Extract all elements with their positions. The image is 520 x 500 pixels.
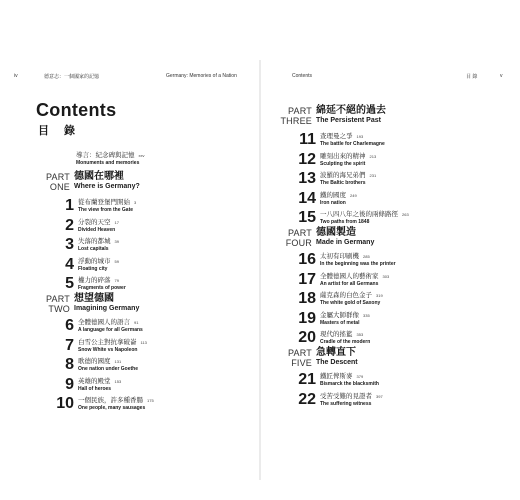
chapter-title-en: One people, many sausages — [78, 405, 146, 411]
chapter-text — [78, 319, 143, 334]
chapter-title-zh-line — [320, 153, 376, 161]
part-label-word: PART — [288, 348, 312, 358]
right-running-head-zh: 目 錄 — [466, 74, 478, 80]
chapter-text — [78, 358, 138, 373]
chapter-title-zh-line — [78, 358, 138, 366]
part-label — [278, 106, 312, 126]
chapter-page-number: 131 — [114, 359, 122, 364]
chapter-entry — [36, 237, 256, 254]
chapter-text — [78, 277, 126, 292]
chapter-title-zh: 權力的碎落 — [78, 277, 111, 284]
chapter-title-en: Snow White vs Napoleon — [78, 346, 138, 353]
chapter-text — [320, 153, 376, 168]
chapter-page-number: 39 — [114, 239, 119, 244]
chapter-title-zh-line — [320, 393, 383, 401]
chapter-number: 9 — [65, 375, 74, 393]
part-label-word: THREE — [280, 116, 312, 126]
chapter-entry — [36, 257, 256, 274]
chapter-title-zh: 受苦受難的見證者 — [320, 392, 372, 400]
chapter-title-zh: 現代的搖籃 — [320, 331, 353, 338]
chapter-entry — [278, 392, 498, 409]
chapter-title-zh-line — [78, 219, 119, 227]
contents-title-zh: 目 錄 — [38, 125, 82, 137]
chapter-text — [78, 258, 119, 273]
chapter-text — [320, 312, 370, 327]
intro-title-zh: 導言：紀念碑與記憶 — [76, 152, 135, 159]
chapter-text — [320, 331, 370, 346]
chapter-title-zh: 鐵的國度 — [320, 191, 346, 199]
chapter-title-en: The Baltic brothers — [320, 180, 366, 186]
chapter-title-en: Floating city — [78, 265, 108, 272]
chapter-title-en: The suffering witness — [320, 400, 372, 407]
chapter-page-number: 153 — [114, 378, 122, 384]
chapter-page-number: 379 — [356, 374, 364, 379]
chapter-entry — [278, 272, 498, 289]
chapter-title-zh-line — [78, 199, 136, 207]
chapter-title-en: Iron nation — [320, 199, 346, 206]
contents-title: Contents — [36, 100, 117, 120]
chapter-entry — [278, 132, 498, 149]
chapter-title-zh-line — [320, 133, 385, 141]
chapter-entry — [36, 377, 256, 394]
chapter-entry — [36, 276, 256, 293]
chapter-title-zh-line — [320, 172, 376, 180]
intro-title-en: Monuments and memories — [76, 160, 140, 166]
chapter-title-en: An artist for all Germans — [320, 280, 379, 287]
left-page-folio: iv — [14, 73, 18, 79]
chapter-page-number: 59 — [114, 258, 119, 264]
chapter-entry — [278, 291, 498, 308]
chapter-title-zh-line — [78, 397, 154, 405]
chapter-entry — [278, 252, 498, 269]
left-running-head-en: Germany: Memories of a Nation — [166, 73, 237, 79]
chapter-title-zh-line — [320, 292, 383, 300]
chapter-number: 14 — [298, 189, 316, 207]
part-title — [74, 172, 140, 192]
chapter-text — [320, 393, 383, 408]
chapter-title-zh: 太初有印刷機 — [320, 253, 359, 260]
chapter-number: 21 — [298, 371, 316, 388]
chapter-entry — [36, 218, 256, 235]
chapter-text — [320, 253, 396, 268]
chapter-title-zh-line — [320, 211, 409, 219]
chapter-title-zh: 波羅的海兄弟們 — [320, 172, 366, 179]
chapter-text — [78, 397, 154, 412]
chapter-text — [320, 172, 376, 187]
chapter-title-zh: 鐵匠俾斯麥 — [320, 373, 353, 380]
chapter-text — [320, 273, 389, 288]
chapter-number: 15 — [298, 209, 316, 226]
intro-page-number: xxv — [138, 153, 145, 158]
chapter-text — [320, 292, 383, 307]
chapter-page-number: 113 — [140, 339, 147, 345]
part-title-en: Imagining Germany — [74, 305, 140, 312]
part-label — [278, 348, 312, 368]
chapter-entry — [278, 152, 498, 169]
part-title-zh: 急轉直下 — [316, 347, 356, 358]
part-label-word: ONE — [49, 182, 70, 192]
chapter-title-zh-line — [78, 319, 143, 327]
chapter-title-en: Lost capitals — [78, 246, 109, 252]
chapter-number: 10 — [56, 395, 74, 412]
chapter-entry — [36, 198, 256, 215]
chapter-page-number: 353 — [356, 332, 364, 337]
part-title — [74, 294, 139, 314]
chapter-title-en: Sculpting the spirit — [320, 160, 366, 167]
part-label-word: FOUR — [285, 238, 312, 248]
chapter-title-zh: 雕刻出來的精神 — [320, 152, 366, 160]
part-label-word: PART — [288, 228, 312, 238]
chapter-title-en: Two paths from 1848 — [320, 219, 370, 225]
chapter-title-en: Divided Heaven — [78, 226, 116, 233]
chapter-title-zh-line — [320, 331, 370, 339]
chapter-title-en: In the beginning was the printer — [320, 261, 396, 267]
chapter-number: 11 — [299, 131, 316, 148]
chapter-page-number: 79 — [114, 278, 119, 283]
chapter-number: 17 — [298, 270, 316, 288]
part-title-zh: 德國在哪裡 — [74, 171, 124, 182]
chapter-entry — [278, 210, 498, 227]
chapter-number: 7 — [65, 336, 74, 354]
chapter-page-number: 193 — [356, 134, 364, 139]
chapter-title-en: Fragments of power — [78, 285, 126, 291]
chapter-title-zh: 全體德國人的藝術家 — [320, 272, 379, 280]
chapter-entry — [36, 318, 256, 335]
left-running-head-zh: 德意志：一個國家的記憶 — [44, 74, 100, 80]
chapter-page-number: 319 — [376, 293, 383, 298]
chapter-page-number: 231 — [369, 173, 377, 178]
chapter-page-number: 213 — [369, 153, 377, 159]
chapter-title-en: The white gold of Saxony — [320, 300, 381, 306]
chapter-text — [78, 378, 121, 393]
chapter-title-zh: 全體德國人的語言 — [78, 319, 130, 326]
chapter-number: 6 — [65, 317, 74, 334]
right-running-head-en: Contents — [292, 73, 313, 79]
chapter-number: 8 — [65, 356, 74, 373]
part-title-zh: 想望德國 — [74, 293, 114, 304]
chapter-entry — [278, 311, 498, 328]
chapter-title-zh: 一個民族，許多種香腸 — [78, 397, 143, 404]
part-label — [36, 172, 70, 192]
chapter-title-zh-line — [78, 339, 147, 347]
chapter-title-zh-line — [78, 277, 126, 285]
chapter-page-number: 91 — [134, 320, 139, 325]
chapter-number: 12 — [298, 150, 316, 168]
chapter-text — [78, 199, 136, 214]
part-title-en: Where is Germany? — [74, 183, 140, 190]
chapter-title-zh-line — [320, 373, 379, 381]
chapter-title-zh: 歌德的國度 — [78, 358, 111, 365]
part-title — [316, 106, 386, 126]
part-title — [316, 228, 374, 248]
right-page-folio: v — [500, 73, 503, 79]
part-title — [316, 348, 358, 368]
chapter-title-en: One nation under Goethe — [78, 366, 139, 372]
chapter-title-zh-line — [78, 238, 119, 246]
chapter-title-en: The view from the Gate — [78, 207, 134, 213]
part-label — [36, 294, 70, 314]
chapter-title-zh: 金屬大師群像 — [320, 311, 359, 319]
chapter-text — [78, 219, 119, 234]
chapter-title-zh: 從布蘭登堡門開始 — [78, 199, 130, 206]
chapter-number: 2 — [65, 216, 74, 234]
chapter-title-zh: 分裂的天空 — [78, 218, 111, 226]
chapter-title-zh-line — [320, 273, 389, 281]
chapter-title-zh-line — [78, 378, 121, 386]
part-title-zh: 綿延不絕的過去 — [316, 105, 386, 116]
chapter-text — [320, 133, 385, 148]
chapter-number: 20 — [298, 329, 316, 346]
part-title-en: The Persistent Past — [316, 117, 381, 124]
chapter-entry — [36, 396, 256, 413]
chapter-text — [320, 192, 357, 207]
chapter-number: 16 — [298, 251, 316, 268]
chapter-entry — [278, 372, 498, 389]
chapter-title-zh-line — [320, 312, 370, 320]
part-label-word: TWO — [48, 304, 70, 314]
chapter-title-zh-line — [320, 192, 357, 200]
chapter-title-en: Bismarck the blacksmith — [320, 381, 379, 387]
book-spine — [259, 60, 261, 480]
chapter-page-number: 397 — [376, 393, 383, 399]
intro-entry — [76, 150, 145, 166]
chapter-number: 13 — [298, 170, 316, 187]
chapter-title-zh: 浮動的城市 — [78, 257, 111, 265]
part-title-en: Made in Germany — [316, 239, 375, 246]
chapter-number: 5 — [65, 275, 74, 292]
chapter-text — [78, 238, 119, 253]
chapter-number: 22 — [298, 390, 316, 408]
part-label-word: PART — [288, 106, 312, 116]
chapter-title-en: The battle for Charlemagne — [320, 141, 385, 147]
chapter-entry — [36, 357, 256, 374]
chapter-title-zh-line — [320, 253, 396, 261]
chapter-title-zh: 查理曼之爭 — [320, 133, 353, 140]
chapter-title-en: Hall of heroes — [78, 385, 112, 392]
part-label-word: PART — [46, 294, 70, 304]
chapter-number: 3 — [65, 236, 74, 253]
chapter-page-number: 249 — [350, 192, 357, 198]
chapter-entry — [278, 191, 498, 208]
chapter-page-number: 285 — [363, 254, 370, 259]
chapter-number: 1 — [65, 197, 74, 214]
chapter-page-number: 303 — [382, 273, 390, 279]
chapter-page-number: 335 — [363, 312, 370, 318]
chapter-entry — [278, 171, 498, 188]
part-label-word: FIVE — [291, 358, 312, 368]
part-label-word: PART — [46, 172, 70, 182]
chapter-number: 4 — [65, 255, 74, 273]
chapter-title-zh-line — [78, 258, 119, 266]
chapter-number: 19 — [298, 309, 316, 327]
chapter-title-zh: 白雪公主對抗拿破崙 — [78, 338, 137, 346]
chapter-number: 18 — [298, 290, 316, 307]
chapter-entry — [36, 338, 256, 355]
chapter-title-en: Masters of metal — [320, 319, 360, 326]
chapter-page-number: 175 — [147, 398, 154, 403]
chapter-text — [78, 339, 147, 354]
chapter-page-number: 17 — [114, 219, 119, 225]
chapter-title-zh: 一八四八年之後的兩條路徑 — [320, 211, 398, 218]
chapter-title-zh: 英雄的殿堂 — [78, 377, 111, 385]
chapter-text — [320, 373, 379, 388]
part-title-zh: 德國製造 — [316, 227, 356, 238]
part-title-en: The Descent — [316, 359, 358, 366]
part-label — [278, 228, 312, 248]
chapter-text — [320, 211, 409, 226]
chapter-title-zh: 薩克森的白色金子 — [320, 292, 372, 299]
chapter-page-number: 263 — [402, 212, 409, 217]
chapter-entry — [278, 330, 498, 347]
chapter-page-number: 3 — [134, 200, 137, 205]
chapter-title-en: A language for all Germans — [78, 327, 143, 333]
chapter-title-en: Cradle of the modern — [320, 339, 371, 345]
chapter-title-zh: 失落的都城 — [78, 238, 111, 245]
